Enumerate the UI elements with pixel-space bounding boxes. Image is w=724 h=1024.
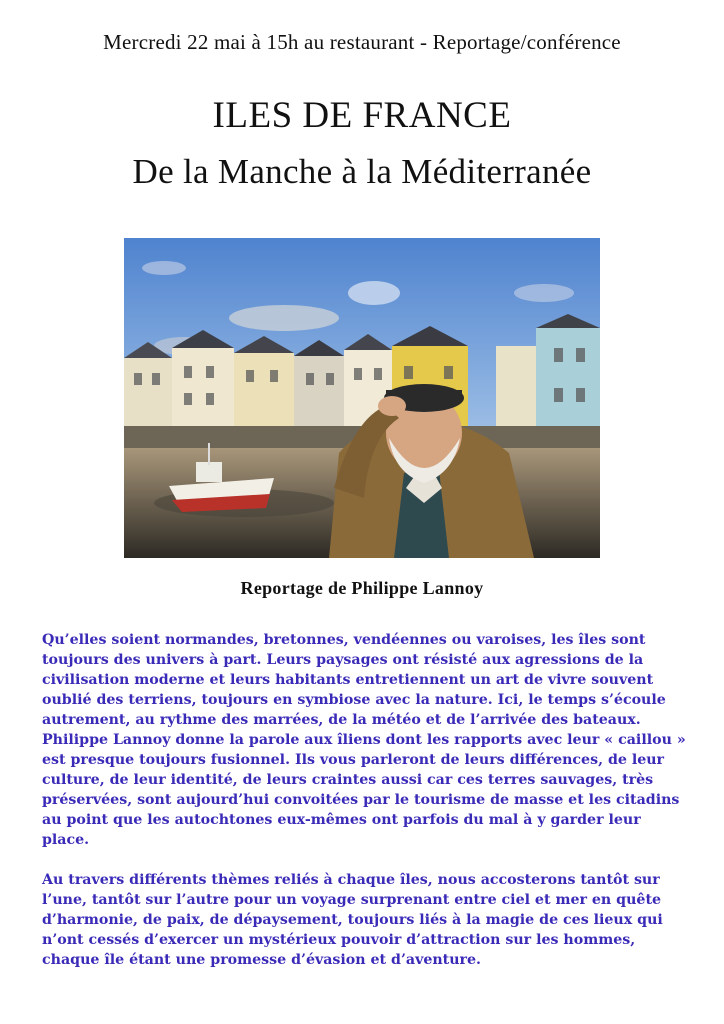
photo-credit: Reportage de Philippe Lannoy: [240, 578, 484, 598]
photo-harbor-fisherman: [124, 238, 600, 558]
paragraph-3: Au travers différents thèmes reliés à chaque îles, nous accosterons tantôt sur l’une, tantôt sur l’autre pour un voyage surprenant entre ciel et mer en quête d’harmonie, de paix, de dépaysement, toujours liés à la magie de ces lieux qui n’ont cessés d’exercer un mystérieux pouvoir d’attraction sur les hommes, chaque île étant une promesse d’évasion et d’aventure.: [42, 872, 663, 968]
event-info: Mercredi 22 mai à 15h au restaurant - Reportage/conférence: [103, 30, 621, 54]
paragraph-1: Qu’elles soient normandes, bretonnes, vendéennes ou varoises, les îles sont toujours des univers à part. Leurs paysages ont résisté aux agressions de la civilisation moderne et leurs habitants entretiennent un art de vivre souvent oublié des terriens, toujours en symbiose avec la nature. Ici, le temps s’écoule autrement, au rythme des marrées, de la météo et de l’arrivée des bateaux.: [42, 632, 666, 728]
page-subtitle: De la Manche à la Méditerranée: [132, 152, 592, 191]
paragraph-2: Philippe Lannoy donne la parole aux îliens dont les rapports avec leur « caillou » est presque toujours fusionnel. Ils vous parleront de leurs différences, de leur culture, de leur identité, de leurs craintes aussi car ces terres sauvages, très préservées, sont aujourd’hui convoitées par le tourisme de masse et les citadins au point que les autochtones eux-mêmes ont parfois du mal à y garder leur place.: [42, 732, 686, 848]
photo-illustration: [124, 238, 600, 558]
page-title: ILES DE FRANCE: [212, 95, 512, 136]
article-body: [42, 630, 687, 970]
